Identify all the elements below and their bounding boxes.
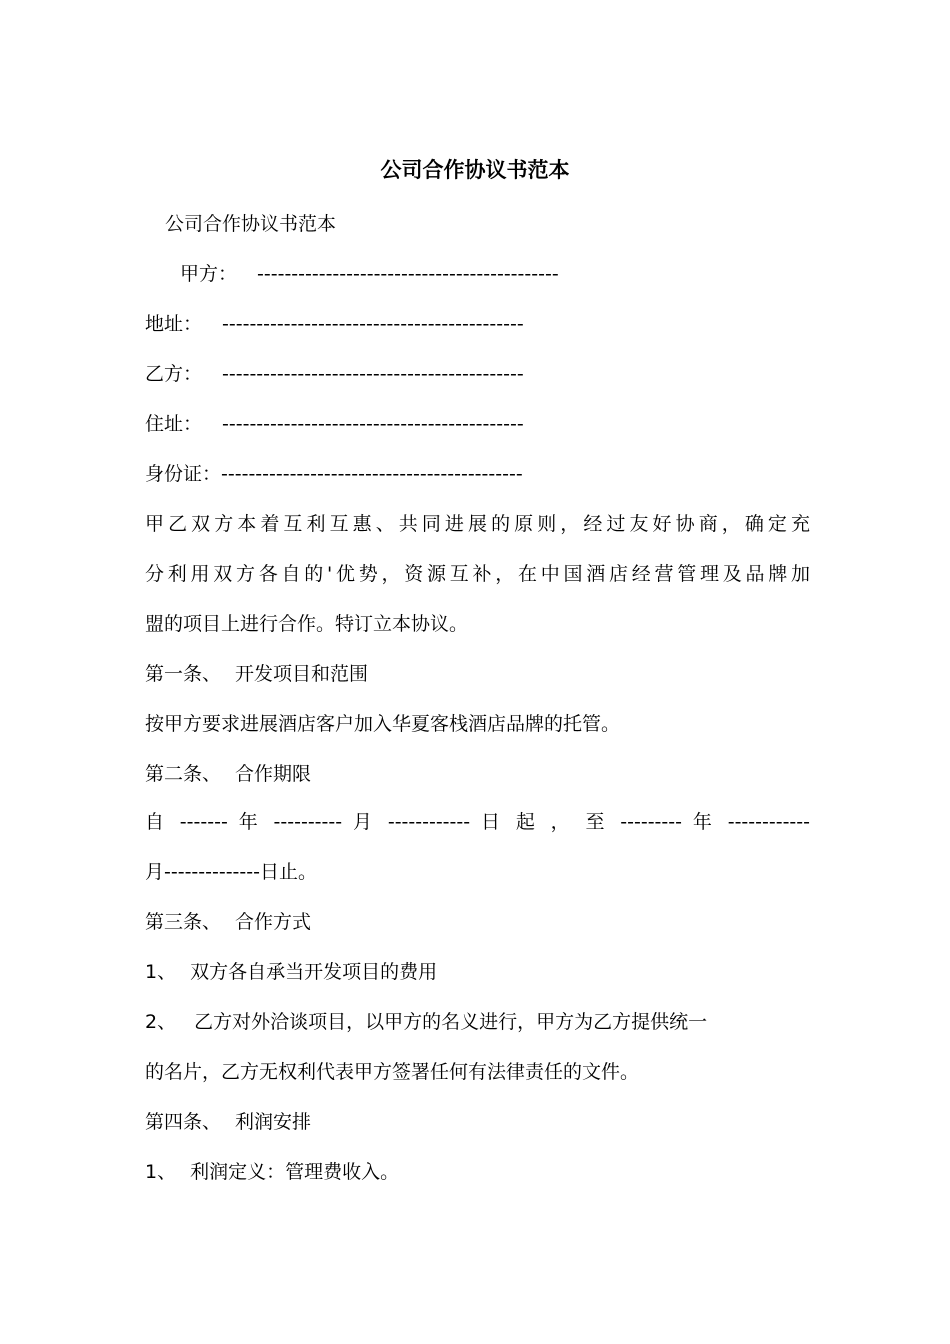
address-line (145, 306, 810, 342)
article-2-heading (145, 756, 810, 792)
article-3-title: 合作方式 (235, 911, 312, 933)
article-3-item-2-line-1: 乙方对外洽谈项目，以甲方的名义进行，甲方为乙方提供统一 (194, 1011, 708, 1033)
article-1-body: 按甲方要求进展酒店客户加入华夏客栈酒店品牌的托管。 (145, 713, 621, 735)
article-4-title: 利润安排 (235, 1111, 312, 1133)
article-3-item-2 (145, 1004, 810, 1040)
article-4-number: 第四条、 (145, 1111, 222, 1133)
article-2-line-1: 自 ------- 年 ---------- 月 ------------ 日 起 ， 至 --------- 年 ------------ (145, 811, 810, 833)
document-title: 公司合作协议书范本 (380, 158, 570, 182)
article-3-item-1 (145, 954, 810, 990)
article-3-item-2-line-2: 的名片，乙方无权利代表甲方签署任何有法律责任的文件。 (145, 1061, 640, 1083)
article-1-number: 第一条、 (145, 663, 222, 685)
article-2-title: 合作期限 (235, 763, 312, 785)
article-3-number: 第三条、 (145, 911, 222, 933)
article-4-item-1-number: 1、 (145, 1161, 177, 1183)
party-b-blank: -------------------------------------------- (222, 363, 524, 385)
party-a-line (180, 256, 845, 292)
article-4-item-1 (145, 1154, 810, 1190)
article-2-line-2: 月--------------日止。 (145, 861, 317, 883)
address-blank: -------------------------------------------- (222, 313, 524, 335)
residence-label: 住址： (145, 413, 203, 435)
document-subtitle: 公司合作协议书范本 (165, 213, 337, 235)
article-1-heading (145, 656, 810, 692)
party-b-label: 乙方： (145, 363, 203, 385)
article-4-heading (145, 1104, 810, 1140)
intro-line-2: 分利用双方各自的'优势，资源互补，在中国酒店经营管理及品牌加 (145, 563, 810, 585)
article-4-item-1-text: 利润定义：管理费收入。 (190, 1161, 400, 1183)
id-label: 身份证： (145, 463, 222, 485)
party-a-blank: -------------------------------------------- (257, 263, 559, 285)
residence-line (145, 406, 810, 442)
party-b-line (145, 356, 810, 392)
intro-line-3: 盟的项目上进行合作。特订立本协议。 (145, 613, 469, 635)
article-3-item-2-number: 2、 (145, 1011, 177, 1033)
article-3-item-1-text: 双方各自承当开发项目的费用 (190, 961, 438, 983)
article-2-number: 第二条、 (145, 763, 222, 785)
party-a-label: 甲方： (180, 263, 238, 285)
address-label: 地址： (145, 313, 203, 335)
intro-line-1: 甲乙双方本着互利互惠、共同进展的原则，经过友好协商，确定充 (145, 513, 810, 535)
article-3-item-1-number: 1、 (145, 961, 177, 983)
id-line (145, 456, 810, 492)
residence-blank: -------------------------------------------- (222, 413, 524, 435)
article-3-heading (145, 904, 810, 940)
id-blank: -------------------------------------------- (221, 463, 523, 485)
article-1-title: 开发项目和范围 (235, 663, 369, 685)
